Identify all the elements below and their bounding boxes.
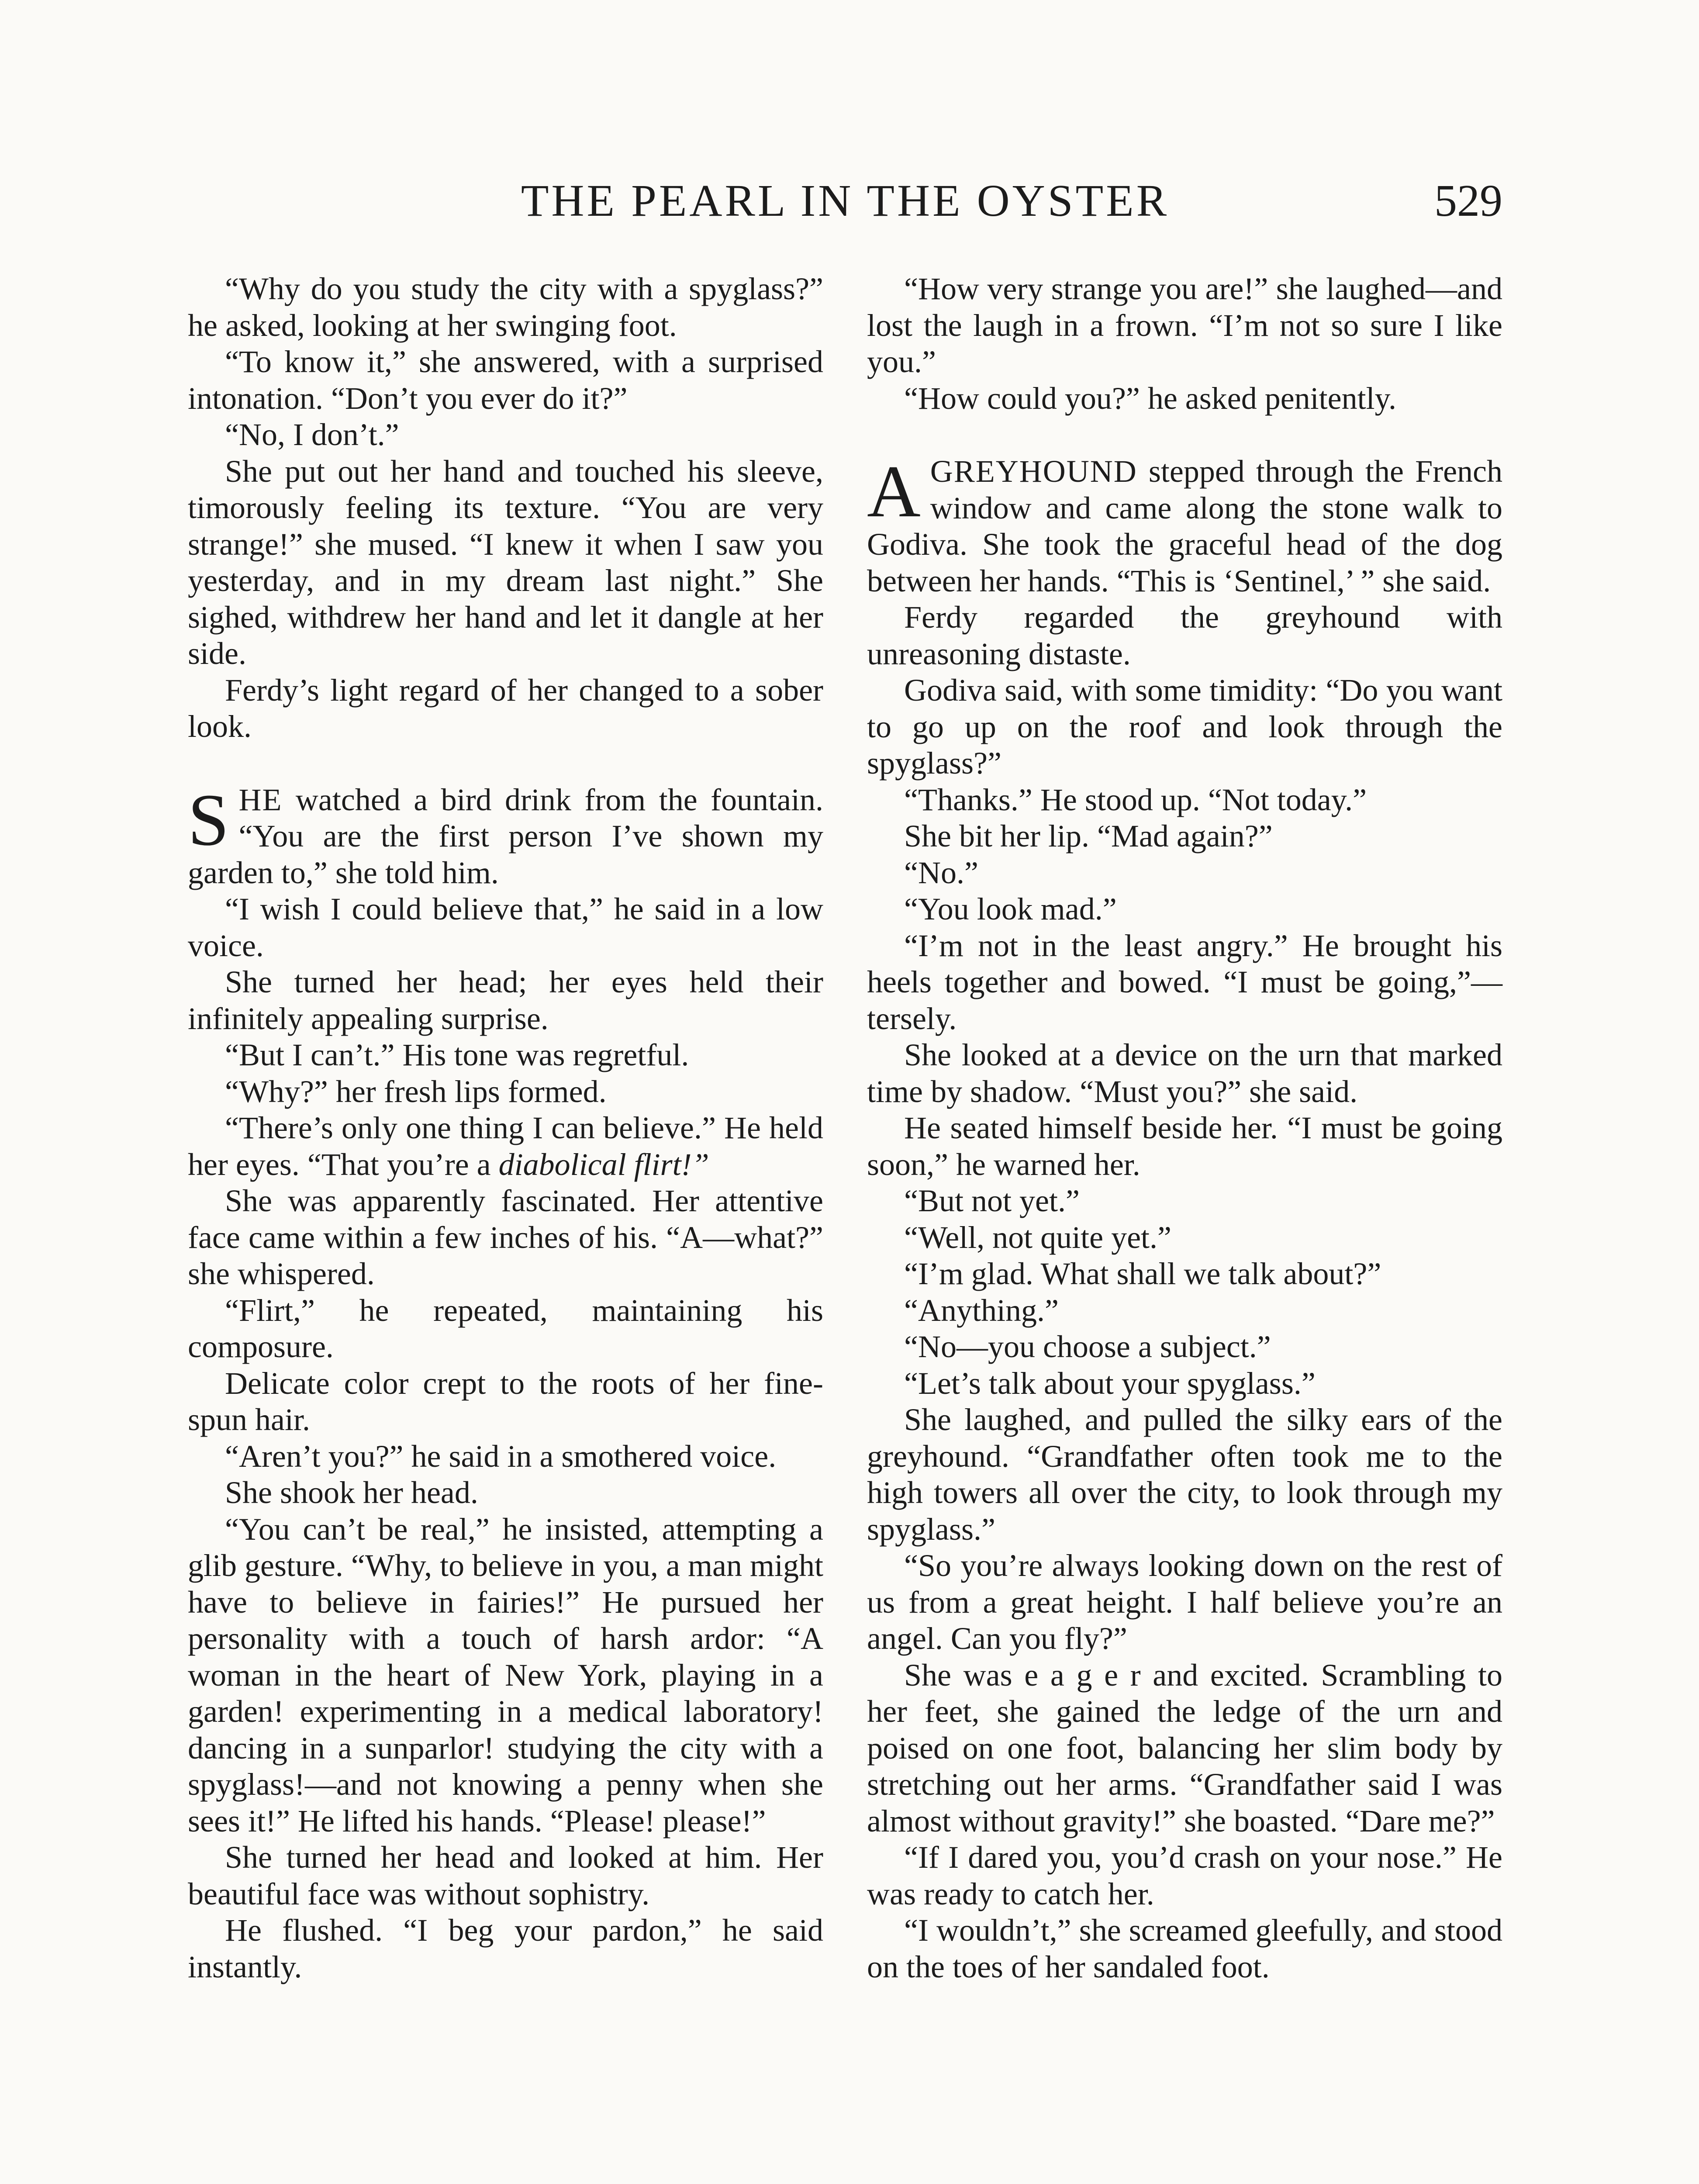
left-column [188,271,823,1985]
running-title: THE PEARL IN THE OYSTER [521,176,1170,226]
paragraph: “I wish I could believe that,” he said in a low voice. [188,892,823,963]
paragraph-text: “There’s only one thing I can believe.” He held her eyes. “That you’re a [188,1110,823,1182]
paragraph: She looked at a device on the urn that marked time by shadow. “Must you?” she said. [867,1037,1502,1109]
paragraph: “No—you choose a subject.” [904,1329,1271,1364]
paragraph: She was e a g e r and excited. Scrambling to her feet, she gained the ledge of the urn and poised on one foot, balancing her slim body by stretching out her arms. “Grandfather said I was almost without gravity!” she boasted. “Dare me?” [867,1657,1502,1838]
paragraph: “No, I don’t.” [225,417,399,452]
page-header [188,175,1502,227]
paragraph: “Aren’t you?” he said in a smothered voice. [225,1438,777,1474]
section-opening-paragraph [188,778,823,892]
paragraph: “Well, not quite yet.” [904,1220,1171,1255]
paragraph: “No.” [904,855,978,890]
paragraph: She bit her lip. “Mad again?” [904,819,1273,854]
section-break [867,417,1502,453]
paragraph: She was apparently fascinated. Her attentive face came within a few inches of his. “A—what?” she whispered. [188,1183,823,1291]
page-number: 529 [1434,176,1502,226]
paragraph: She turned her head and looked at him. Her beautiful face was without sophistry. [188,1840,823,1911]
paragraph: He flushed. “I beg your pardon,” he said instantly. [188,1913,823,1984]
paragraph: Ferdy’s light regard of her changed to a sober look. [188,672,823,744]
paragraph: She turned her head; her eyes held their infinitely appealing surprise. [188,964,823,1036]
paragraph: “I’m not in the least angry.” He brought his heels together and bowed. “I must be going,”—tersely. [867,928,1502,1036]
paragraph: “You can’t be real,” he insisted, attempting a glib gesture. “Why, to believe in you, a man might have to believe in fairies!” He pursued her personality with a touch of harsh ardor: “A woman in the heart of New York, playing in a garden! experimenting in a medical laboratory! dancing in a sunparlor! studying the city with a spyglass!—and not knowing a penny when she sees it!” He lifted his hands. “Please! please!” [188,1511,823,1838]
paragraph: “How very strange you are!” she laughed—and lost the laugh in a frown. “I’m not so sure I like you.” [867,271,1502,379]
paragraph: “Why?” her fresh lips formed. [225,1074,607,1109]
section-break [188,745,823,782]
drop-cap: S [188,778,229,861]
paragraph: “How could you?” he asked penitently. [904,380,1396,416]
paragraph-text: watched a bird drink from the fountain. “You are the first person I’ve shown my garden to,” she told him. [188,782,823,890]
paragraph: Ferdy regarded the greyhound with unreasoning distaste. [867,600,1502,671]
paragraph: “Thanks.” He stood up. “Not today.” [904,782,1367,817]
paragraph: “Anything.” [904,1292,1059,1328]
paragraph: “I wouldn’t,” she screamed gleefully, and stood on the toes of her sandaled foot. [867,1913,1502,1984]
italic-phrase: diabolical flirt!” [498,1147,709,1182]
paragraph: “You look mad.” [904,892,1117,926]
paragraph: “If I dared you, you’d crash on your nose.” He was ready to catch her. [867,1840,1502,1911]
paragraph: Godiva said, with some timidity: “Do you want to go up on the roof and look through the spyglass?” [867,673,1502,781]
lead-in: HE [238,782,283,817]
paragraph: “Flirt,” he repeated, maintaining his composure. [188,1292,823,1364]
paragraph: “So you’re always looking down on the rest of us from a great height. I half believe you’re an angel. Can you fly?” [867,1548,1502,1656]
paragraph: “I’m glad. What shall we talk about?” [904,1256,1381,1291]
right-column [867,271,1502,1985]
paragraph: “But I can’t.” His tone was regretful. [225,1037,689,1072]
paragraph: Delicate color crept to the roots of her fine-spun hair. [188,1365,823,1437]
paragraph: “To know it,” she answered, with a surprised intonation. “Don’t you ever do it?” [188,344,823,416]
paragraph: “Let’s talk about your spyglass.” [904,1365,1316,1401]
paragraph-text: stepped through the French window and came along the stone walk to Godiva. She took the graceful head of the dog between her hands. “This is ‘Sentinel,’ ” she said. [867,454,1502,598]
section-opening-paragraph [867,450,1502,599]
paragraph: “Why do you study the city with a spyglass?” he asked, looking at her swinging foot. [188,271,823,343]
lead-in: GREYHOUND [930,454,1137,489]
paragraph: “But not yet.” [904,1183,1080,1218]
paragraph: She shook her head. [225,1475,478,1510]
paragraph: He seated himself beside her. “I must be going soon,” he warned her. [867,1110,1502,1182]
paragraph [188,1110,823,1183]
paragraph: She laughed, and pulled the silky ears of the greyhound. “Grandfather often took me to the high towers all over the city, to look through my spyglass.” [867,1402,1502,1547]
paragraph: She put out her hand and touched his sleeve, timorously feeling its texture. “You are very strange!” she mused. “I knew it when I saw you yesterday, and in my dream last night.” She sighed, withdrew her hand and let it dangle at her side. [188,453,823,671]
drop-cap: A [867,450,921,532]
